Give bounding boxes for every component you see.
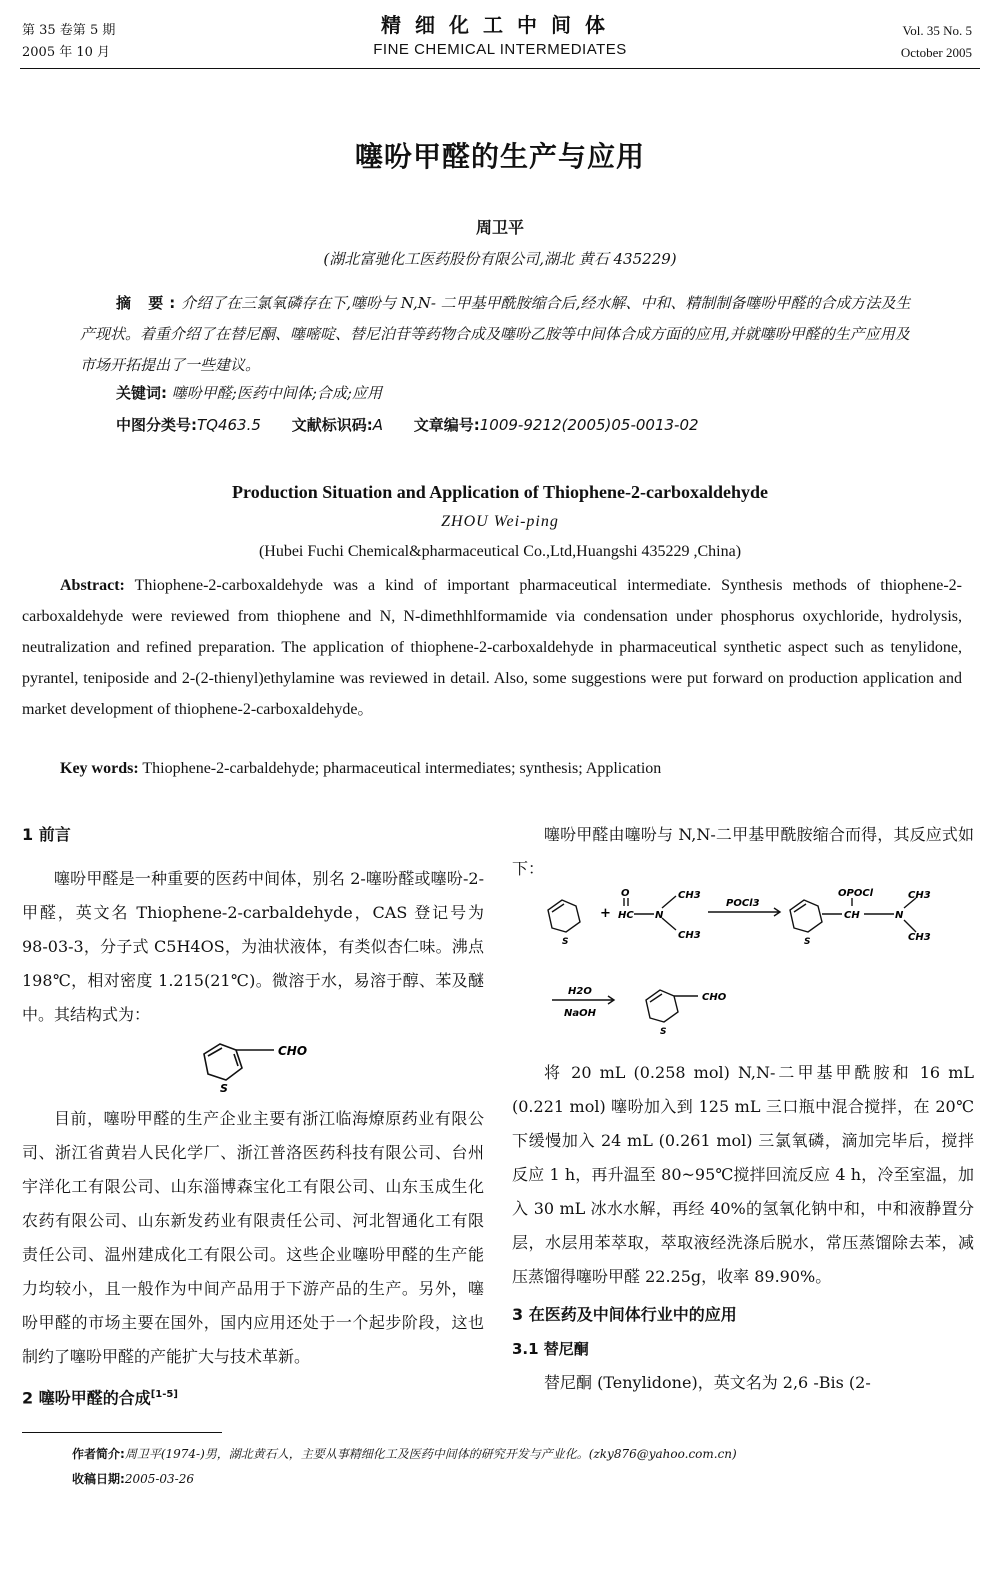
reaction-scheme [512, 886, 974, 1056]
affiliation-en: (Hubei Fuchi Chemical&pharmaceutical Co.,Ltd,Huangshi 435229 ,China) [258, 543, 742, 560]
ch-label: CH [844, 910, 860, 921]
keywords-text-cn: 噻吩甲醛;医药中间体;合成;应用 [171, 384, 382, 402]
dmf-ch3-a: CH3 [678, 890, 701, 901]
s-label-1: S [562, 937, 569, 947]
volume-cn: 第 35 卷第 5 期 [22, 23, 116, 38]
abstract-label-en: Abstract: [60, 577, 125, 594]
keywords-en [60, 760, 661, 778]
footnote [72, 1442, 952, 1492]
section-1-paragraph-2: 目前，噻吩甲醛的生产企业主要有浙江临海燎原药业有限公司、浙江省黄岩人民化学厂、浙江普洛医药科技有限公司、台州宇洋化工有限公司、山东淄博森宝化工有限公司、山东玉成生化农药有限公司、山东新发药业有限责任公司、河北智通化工有限责任公司、温州建成化工有限公司。这些企业噻吩甲醛的生产能力均较小，且一般作为中间产品用于下游产品的生产。另外，噻吩甲醛的市场主要在国外，国内应用还处于一个起步阶段，这也制约了噻吩甲醛的产能扩大与技术革新。 [22, 1109, 484, 1366]
date-en: October 2005 [900, 45, 972, 60]
footnote-received-text: 2005-03-26 [124, 1472, 194, 1486]
journal-name-cn: 精细化工中间体 [381, 13, 619, 37]
section-3-1-heading: 3.1 替尼酮 [512, 1340, 589, 1358]
footnote-received-label: 收稿日期: [72, 1472, 125, 1486]
ring-double-bond [208, 1048, 222, 1056]
footnote-author-label: 作者简介: [72, 1447, 125, 1461]
header-center [0, 10, 1000, 60]
reagent-naoh: NaOH [564, 1008, 596, 1019]
author-cn: 周卫平 [475, 218, 524, 237]
reaction-diagram [512, 886, 974, 1056]
iminium-ch3-b: CH3 [908, 932, 931, 943]
s-label-3: S [660, 1027, 667, 1037]
reaction-arrow-1 [708, 908, 780, 916]
dmf-ch3-b: CH3 [678, 930, 701, 941]
abstract-label-cn: 摘 要: [116, 294, 182, 312]
date-cn: 2005 年 10 月 [22, 45, 111, 60]
article-no-label: 文章编号: [413, 416, 480, 434]
doc-code-label: 文献标识码: [291, 416, 373, 434]
article-title-en: Production Situation and Application of Thiophene-2-carboxaldehyde [232, 482, 768, 502]
keywords-label-cn: 关键词: [116, 384, 167, 402]
reagent-h2o: H2O [568, 986, 592, 997]
left-column [22, 818, 484, 1415]
dmf-hc: HC [618, 910, 634, 921]
cls-value: TQ463.5 [197, 416, 261, 434]
dmf-methyl-bonds [662, 896, 676, 930]
right-column [512, 818, 974, 1400]
section-2-title: 2 噻吩甲醛的合成 [22, 1388, 151, 1408]
plus-sign: + [600, 906, 611, 921]
opocl-label: OPOCl [838, 888, 874, 899]
dmf-n: N [655, 910, 664, 921]
section-2-heading [22, 1378, 484, 1415]
section-1-paragraph-1: 噻吩甲醛是一种重要的医药中间体，别名 2-噻吩醛或噻吩-2-甲醛，英文名 Thiophene-2-carbaldehyde，CAS 登记号为 98-03-3，分子式 C5H4OS，为油状液体，有类似杏仁味。沸点 198℃，相对密度 1.215(21℃)。微溶于水，易溶于醇、苯及醚中。其结构式为： [22, 869, 484, 1024]
sulfur-label: S [220, 1082, 228, 1094]
cls-label: 中图分类号: [116, 416, 197, 434]
iminium-ch3-a: CH3 [908, 890, 931, 901]
structure-thiophene-cho [22, 1032, 484, 1094]
article-no-value: 1009-9212(2005)05-0013-02 [479, 416, 699, 434]
classification-line [116, 414, 725, 435]
section-2-ref: [1-5] [150, 1389, 178, 1400]
article-title-cn: 噻吩甲醛的生产与应用 [354, 140, 645, 173]
affiliation-cn: (湖北富驰化工医药股份有限公司,湖北 黄石 435229) [323, 250, 677, 268]
s-label-2: S [804, 937, 811, 947]
keywords-text-en: Thiophene-2-carbaldehyde; pharmaceutical intermediates; synthesis; Application [142, 760, 662, 777]
iminium-methyl-bonds [904, 898, 916, 932]
reaction-arrow-2 [552, 996, 614, 1004]
structure-diagram [22, 1032, 484, 1094]
iminium-n: N [895, 910, 904, 921]
cho-label: CHO [278, 1044, 308, 1058]
footnote-rule [22, 1432, 222, 1433]
author-en: ZHOU Wei-ping [441, 513, 559, 530]
header-right [901, 20, 972, 64]
abstract-en [22, 570, 962, 725]
product-cho: CHO [702, 992, 727, 1003]
footnote-author-text: 周卫平(1974-)男，湖北黄石人，主要从事精细化工及医药中间体的研究开发与产业化。(zky876@yahoo.com.cn) [124, 1447, 737, 1461]
keywords-label-en: Key words: [60, 760, 139, 777]
abstract-text-en: Thiophene-2-carboxaldehyde was a kind of important pharmaceutical intermediate. Synthesis methods of thiophene-2-carboxaldehyde were reviewed from thiophene and N, N-dimethhlformamide via condensation under phosphorus oxychloride, hydrolysis, neutralization and refined preparation. The application of thiophene-2-carboxaldehyde in pharmaceutical synthetic aspect such as tenylidone, pyrantel, teniposide and 2-(2-thienyl)ethylamine was reviewed in detail. Also, some suggestions were put forward on production application and market development of thiophene-2-carboxaldehyde。 [22, 577, 962, 718]
dmf-o: O [621, 888, 630, 899]
journal-name-en: FINE CHEMICAL INTERMEDIATES [373, 41, 627, 58]
header-rule [20, 68, 980, 69]
dmf-carbonyl [624, 898, 628, 906]
volume-en: Vol. 35 No. 5 [902, 23, 972, 38]
abstract-text-cn: 介绍了在三氯氧磷存在下,噻吩与 N,N- 二甲基甲酰胺缩合后,经水解、中和、精制制备噻吩甲醛的合成方法及生产现状。着重介绍了在替尼酮、噻嘧啶、替尼泊苷等药物合成及噻吩乙胺等中间体合成方面的应用,并就噻吩甲醛的生产应用及市场开拓提出了一些建议。 [80, 294, 911, 374]
section-3-heading: 3 在医药及中间体行业中的应用 [512, 1305, 737, 1324]
abstract-cn [80, 288, 920, 381]
keywords-cn [116, 382, 382, 403]
section-2-paragraph-2: 将 20 mL (0.258 mol) N,N-二甲基甲酰胺和 16 mL (0.221 mol) 噻吩加入到 125 mL 三口瓶中混合搅拌，在 20℃下缓慢加入 24 mL (0.261 mol) 三氯氧磷，滴加完毕后，搅拌反应 1 h，再升温至 80~95℃搅拌回流反应 4 h，冷至室温，加入 30 mL 冰水水解，再经 40%的氢氧化钠中和，中和液静置分层，水层用苯萃取，萃取液经洗涤后脱水，常压蒸馏除去苯，减压蒸馏得噻吩甲醛 22.25g，收率 89.90%。 [512, 1063, 974, 1286]
reagent-pocl3: POCl3 [726, 898, 760, 909]
doc-code-value: A [372, 416, 383, 434]
section-2-paragraph-1: 噻吩甲醛由噻吩与 N,N-二甲基甲酰胺缩合而得，其反应式如下： [512, 825, 974, 878]
section-1-heading: 1 前言 [22, 825, 71, 844]
section-3-1-paragraph: 替尼酮 (Tenylidone)，英文名为 2,6 -Bis (2- [544, 1373, 871, 1392]
